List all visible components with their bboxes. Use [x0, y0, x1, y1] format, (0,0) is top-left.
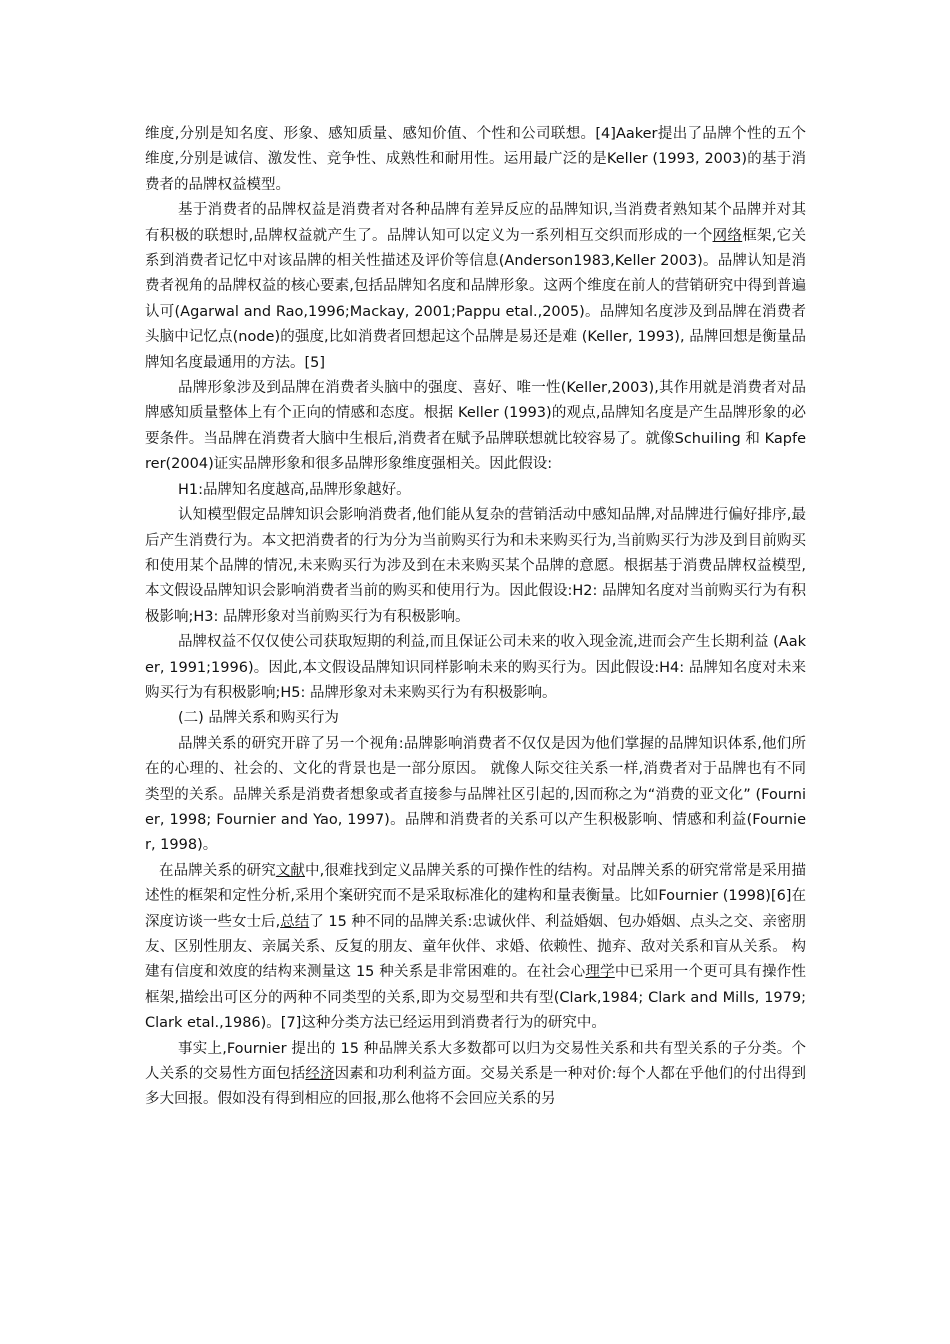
text-run: 品牌形象涉及到品牌在消费者头脑中的强度、喜好、唯一性(Keller,2003),其作用就是消费者对品牌感知质量整体上有个正向的情感和态度。根据 Keller (1993)的观点,品牌知名度是产生品牌形象的必要条件。当品牌在消费者大脑中生根后,消费者在赋予品牌联想就比较容易了。就像Schuiling 和 Kapferer(2004)证实品牌形象和很多品牌形象维度强相关。因此假设:	[145, 380, 806, 473]
paragraph-brand-image	[145, 376, 806, 478]
paragraph-relationship	[145, 732, 806, 859]
text-run: 中,很难找到定义品牌关系的可操作性的结构。对品牌关系的研究常常是采用描述性的框架和定性分析,采用个案研究而不是采取标准化的建构和量表衡量。比如Fournier (1998)[6]在深度访谈一些女士后,	[145, 862, 807, 930]
paragraph-h1	[145, 478, 806, 503]
text-run: 事实上,Fournier 提出的 15 种品牌关系大多数都可以归为交易性关系和共有型关系的子分类。个人关系的交易性方面包括	[145, 1040, 806, 1083]
inline-link[interactable]: 网络	[712, 227, 743, 244]
paragraph-literature	[145, 859, 806, 1037]
text-run: 品牌关系的研究开辟了另一个视角:品牌影响消费者不仅仅是因为他们掌握的品牌知识体系,他们所在的心理的、社会的、文化的背景也是一部分原因。 就像人际交往关系一样,消费者对于品牌也有不同类型的关系。品牌关系是消费者想象或者直接参与品牌社区引起的,因而称之为“消费的亚文化” (Fournier, 1998; Fournier and Yao, 1997)。品牌和消费者的关系可以产生积极影响、情感和利益(Fournier, 1998)。	[145, 735, 806, 854]
text-run: 认知模型假定品牌知识会影响消费者,他们能从复杂的营销活动中感知品牌,对品牌进行偏好排序,最后产生消费行为。本文把消费者的行为分为当前购买行为和未来购买行为,当前购买行为涉及到目前购买和使用某个品牌的情况,未来购买行为涉及到在未来购买某个品牌的意愿。根据基于消费品牌权益模型,本文假设品牌知识会影响消费者当前的购买和使用行为。因此假设:H2: 品牌知名度对当前购买行为有积极影响;H3: 品牌形象对当前购买行为有积极影响。	[145, 507, 806, 625]
text-run: 因素和功利利益方面。交易关系是一种对价:每个人都在乎他们的付出得到多大回报。假如没有得到相应的回报,那么他将不会回应关系的另	[145, 1066, 807, 1108]
paragraph-fact	[145, 1037, 806, 1113]
paragraph-long-term	[145, 630, 806, 706]
text-run: H1:品牌知名度越高,品牌形象越好。	[178, 481, 411, 498]
paragraph-brand-equity	[145, 198, 806, 376]
text-run: 中已采用一个更可具有操作性框架,描绘出可区分的两种不同类型的关系,即为交易型和共有型(Clark,1984; Clark and Mills, 1979;Clark etal.,1986)。[7]这种分类方法已经运用到消费者行为的研究中。	[145, 964, 807, 1032]
paragraph-section-heading	[145, 706, 806, 731]
paragraph-cognitive	[145, 503, 806, 630]
inline-link[interactable]: 总结	[280, 913, 310, 930]
text-run: 品牌权益不仅仅使公司获取短期的利益,而且保证公司未来的收入现金流,进而会产生长期利益 (Aaker, 1991;1996)。因此,本文假设品牌知识同样影响未来的购买行为。因此假设:H4: 品牌知名度对未来购买行为有积极影响;H5: 品牌形象对未来购买行为有积极影响。	[145, 634, 806, 701]
text-run: 维度,分别是知名度、形象、感知质量、感知价值、个性和公司联想。[4]Aaker提出了品牌个性的五个维度,分别是诚信、激发性、竞争性、成熟性和耐用性。运用最广泛的是Keller (1993, 2003)的基于消费者的品牌权益模型。	[145, 126, 806, 193]
paragraph-intro	[145, 122, 806, 198]
inline-link[interactable]: 理学	[585, 964, 615, 981]
document-body	[145, 122, 806, 1113]
text-run: (二) 品牌关系和购买行为	[178, 710, 339, 727]
text-run: 在品牌关系的研究	[159, 862, 276, 879]
inline-link[interactable]: 经济	[305, 1066, 335, 1083]
text-run: 了 15 种不同的品牌关系:忠诚伙伴、利益婚姻、包办婚姻、点头之交、亲密朋友、区别性朋友、亲属关系、反复的朋友、童年伙伴、求婚、依赖性、抛弃、敌对关系和盲从关系。 构建有信度和效度的结构来测量这 15 种关系是非常困难的。在社会心	[145, 913, 807, 981]
text-run: 基于消费者的品牌权益是消费者对各种品牌有差异反应的品牌知识,当消费者熟知某个品牌并对其有积极的联想时,品牌权益就产生了。品牌认知可以定义为一系列相互交织而形成的一个	[145, 202, 806, 244]
text-run: 框架,它关系到消费者记忆中对该品牌的相关性描述及评价等信息(Anderson1983,Keller 2003)。品牌认知是消费者视角的品牌权益的核心要素,包括品牌知名度和品牌形象。这两个维度在前人的营销研究中得到普遍认可(Agarwal and Rao,1996;Mackay, 2001;Pappu etal.,2005)。品牌知名度涉及到品牌在消费者头脑中记忆点(node)的强度,比如消费者回想起这个品牌是易还是难 (Keller, 1993), 品牌回想是衡量品牌知名度最通用的方法。[5]	[145, 227, 807, 371]
inline-link[interactable]: 文献	[275, 862, 306, 879]
